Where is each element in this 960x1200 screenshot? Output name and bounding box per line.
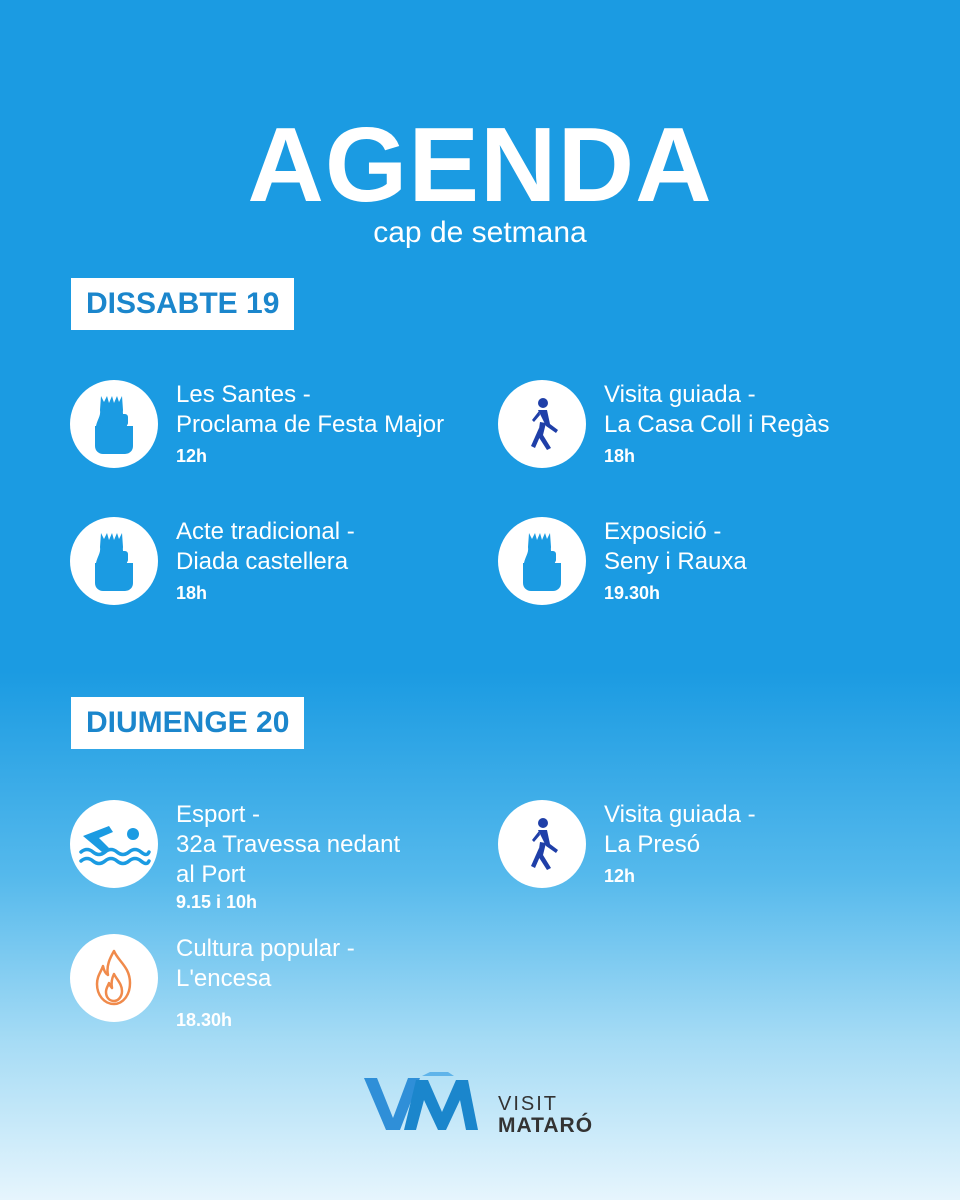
logo-visit-text: VISIT xyxy=(498,1093,559,1115)
event-subtitle: Diada castellera xyxy=(176,548,349,575)
event-time: 9.15 i 10h xyxy=(176,892,258,912)
event-time: 18h xyxy=(604,446,636,466)
page-subtitle: cap de setmana xyxy=(373,216,587,249)
day-label-saturday: DISSABTE 19 xyxy=(71,278,294,330)
page-title: AGENDA xyxy=(247,106,713,224)
event-subtitle: Proclama de Festa Major xyxy=(176,411,445,438)
event-title: Acte tradicional - xyxy=(176,518,355,545)
walking-person-icon xyxy=(522,818,562,870)
event-time: 19.30h xyxy=(604,583,661,603)
event-icon-circle xyxy=(70,934,158,1022)
event-time: 18h xyxy=(176,583,208,603)
visit-mataro-logo xyxy=(360,1072,610,1136)
event-subtitle: 32a Travessa nedant xyxy=(176,831,401,858)
event-subtitle: L'encesa xyxy=(176,965,272,992)
vm-logo-mark xyxy=(360,1072,484,1136)
gegants-icon xyxy=(87,531,141,591)
event-subtitle: La Presó xyxy=(604,831,701,858)
event-subtitle-2: al Port xyxy=(176,861,246,888)
event-icon-circle xyxy=(498,380,586,468)
fire-icon xyxy=(89,948,139,1008)
event-title: Exposició - xyxy=(604,518,722,545)
event-icon-circle xyxy=(498,517,586,605)
day-label-sunday: DIUMENGE 20 xyxy=(71,697,304,749)
event-subtitle: Seny i Rauxa xyxy=(604,548,747,575)
walking-person-icon xyxy=(522,398,562,450)
event-time: 12h xyxy=(604,866,636,886)
event-icon-circle xyxy=(70,517,158,605)
event-title: Les Santes - xyxy=(176,381,311,408)
logo-city-text: MATARÓ xyxy=(498,1114,594,1137)
event-title: Esport - xyxy=(176,801,261,828)
event-title: Cultura popular - xyxy=(176,935,355,962)
event-icon-circle xyxy=(70,380,158,468)
event-time: 12h xyxy=(176,446,208,466)
event-icon-circle xyxy=(70,800,158,888)
swimmer-icon xyxy=(77,822,151,866)
event-title: Visita guiada - xyxy=(604,381,756,408)
event-time: 18.30h xyxy=(176,1010,233,1030)
gegants-icon xyxy=(87,394,141,454)
event-icon-circle xyxy=(498,800,586,888)
event-subtitle: La Casa Coll i Regàs xyxy=(604,411,830,438)
event-title: Visita guiada - xyxy=(604,801,756,828)
gegants-icon xyxy=(515,531,569,591)
